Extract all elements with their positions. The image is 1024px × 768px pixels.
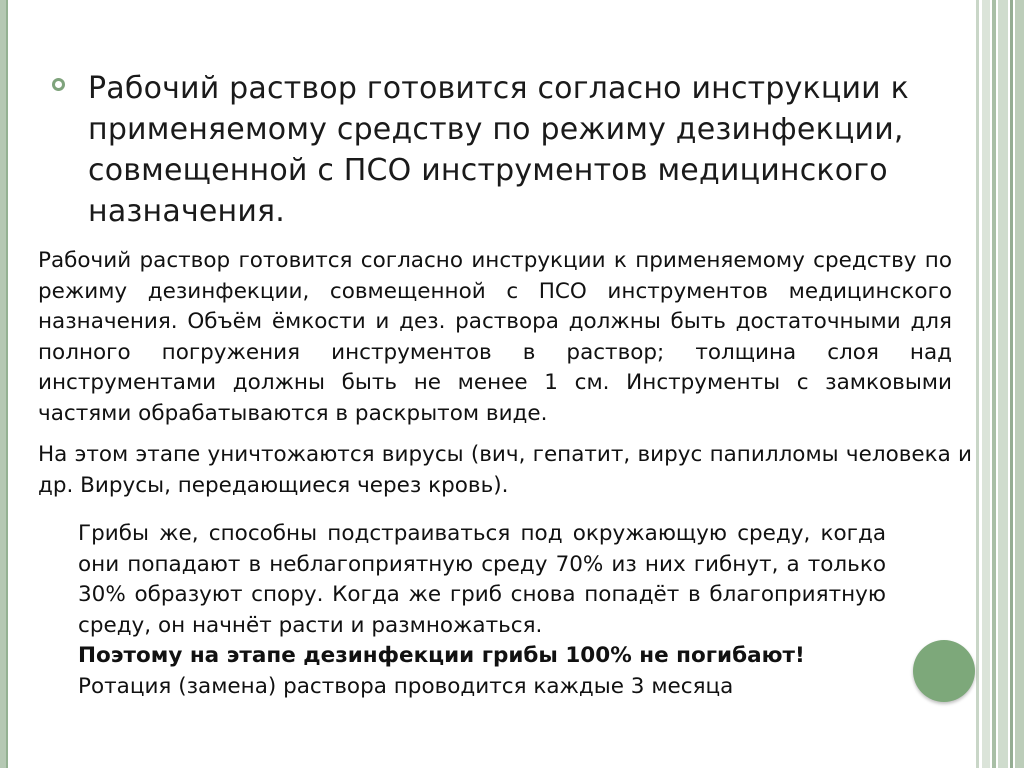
bullet-point [52, 68, 912, 232]
paragraph-solution-prep: Рабочий раствор готовится согласно инструкции к применяемому средству по режиму дезинфекции, совмещенной с ПСО инструментов медицинского назначения. Объём ёмкости и дез. раствора должны быть достаточными для полного погружения инструментов в раствор; толщина слоя над инструментами должны быть не менее 1 см. Инструменты с замковыми частями обрабатываются в раскрытом виде. [38, 248, 952, 426]
hollow-circle-bullet-icon [52, 78, 65, 91]
bullet-text: Рабочий раствор готовится согласно инструкции к применяемому средству по режиму дезинфекции, совмещенной с ПСО инструментов медицинского назначения. [88, 71, 909, 229]
green-circle-decoration [913, 640, 975, 702]
fungi-text: Грибы же, способны подстраиваться под окружающую среду, когда они попадают в неблагоприятную среду 70% из них гибнут, а только 30% образуют спору. Когда же гриб снова попадёт в благоприятную среду, он начнёт расти и размножаться. [78, 521, 886, 638]
right-decorative-stripes [976, 0, 1024, 768]
paragraph-fungi [78, 519, 886, 702]
rotation-text: Ротация (замена) раствора проводится каждые 3 месяца [78, 673, 734, 699]
left-border-line [6, 0, 8, 768]
paragraph-viruses: На этом этапе уничтожаются вирусы (вич, гепатит, вирус папилломы человека и др. Вирусы, передающиеся через кровь). [38, 442, 972, 498]
fungi-warning-bold: Поэтому на этапе дезинфекции грибы 100% не погибают! [78, 643, 805, 668]
